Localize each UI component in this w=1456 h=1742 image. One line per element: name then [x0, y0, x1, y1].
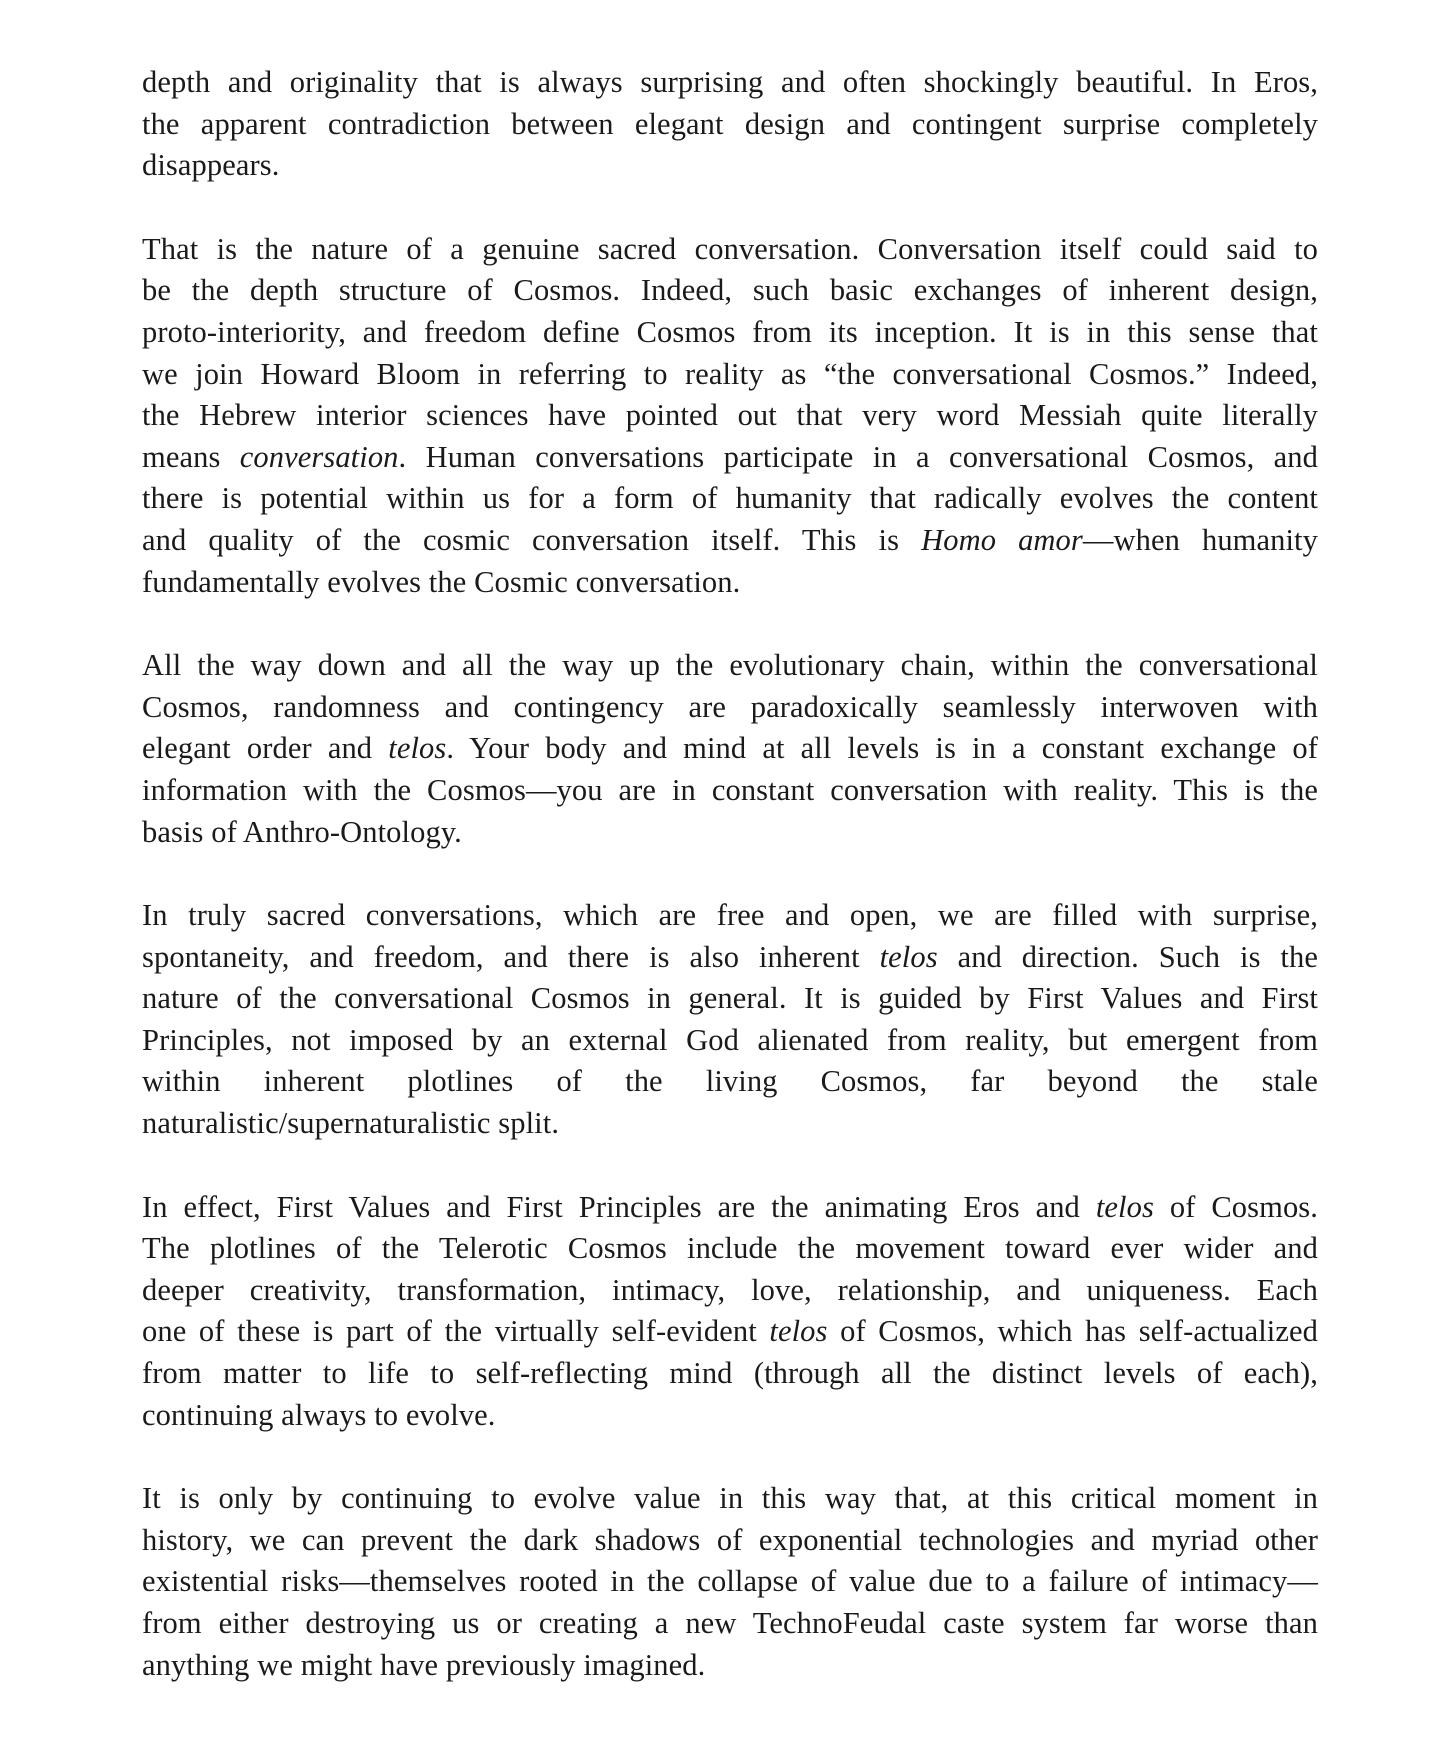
text-line: [142, 1395, 1318, 1437]
text-line: [142, 395, 1318, 437]
text-run: and direction. Such is the: [937, 939, 1318, 974]
text-run: means: [142, 439, 240, 474]
italic-text: telos: [1095, 1189, 1154, 1224]
text-line: [142, 1520, 1318, 1562]
text-line: [142, 1603, 1318, 1645]
text-run: we join Howard Bloom in referring to reality as “the conversational Cosmos.” Indeed,: [142, 356, 1318, 391]
text-line: [142, 1311, 1318, 1353]
text-line: [142, 812, 1318, 854]
text-run: Principles, not imposed by an external God alienated from reality, but emergent from: [142, 1022, 1318, 1057]
text-run: proto-interiority, and freedom define Cosmos from its inception. It is in this sense that: [142, 314, 1318, 349]
text-line: [142, 1228, 1318, 1270]
text-run: All the way down and all the way up the evolutionary chain, within the conversational: [142, 648, 1318, 683]
text-line: [142, 104, 1318, 146]
text-line: [142, 728, 1318, 770]
text-line: [142, 1103, 1318, 1145]
paragraph: [142, 1478, 1318, 1686]
text-run: history, we can prevent the dark shadows of exponential technologies and myriad other: [142, 1522, 1318, 1557]
text-run: It is only by continuing to evolve value in this way that, at this critical moment in: [142, 1481, 1318, 1516]
paragraph: [142, 645, 1318, 853]
text-run: nature of the conversational Cosmos in general. It is guided by First Values and First: [142, 981, 1318, 1016]
text-line: [142, 1061, 1318, 1103]
paragraph: [142, 895, 1318, 1145]
text-run: one of these is part of the virtually self-evident: [142, 1314, 770, 1349]
italic-text: telos: [388, 731, 447, 766]
text-run: disappears.: [142, 148, 280, 183]
italic-text: conversation: [239, 439, 399, 474]
text-line: [142, 1645, 1318, 1687]
text-run: and quality of the cosmic conversation itself. This is: [142, 522, 922, 557]
text-line: [142, 520, 1318, 562]
text-run: —when humanity: [1082, 522, 1318, 557]
text-line: [142, 437, 1318, 479]
text-run: deeper creativity, transformation, intimacy, love, relationship, and uniqueness. Each: [142, 1272, 1318, 1307]
text-line: [142, 770, 1318, 812]
text-line: [142, 478, 1318, 520]
text-run: The plotlines of the Telerotic Cosmos include the movement toward ever wider and: [142, 1231, 1318, 1266]
text-run: . Human conversations participate in a conversational Cosmos, and: [398, 439, 1318, 474]
text-run: That is the nature of a genuine sacred conversation. Conversation itself could said to: [142, 231, 1318, 266]
text-run: continuing always to evolve.: [142, 1397, 496, 1432]
text-line: [142, 645, 1318, 687]
text-line: [142, 937, 1318, 979]
text-line: [142, 978, 1318, 1020]
text-run: there is potential within us for a form of humanity that radically evolves the content: [142, 481, 1318, 516]
text-line: [142, 229, 1318, 271]
text-line: [142, 145, 1318, 187]
text-line: [142, 687, 1318, 729]
text-run: information with the Cosmos—you are in constant conversation with reality. This is the: [142, 772, 1318, 807]
text-line: [142, 895, 1318, 937]
italic-text: telos: [769, 1314, 828, 1349]
text-line: [142, 1478, 1318, 1520]
text-run: Cosmos, randomness and contingency are paradoxically seamlessly interwoven with: [142, 689, 1318, 724]
text-run: basis of Anthro-Ontology.: [142, 814, 462, 849]
text-run: . Your body and mind at all levels is in a constant exchange of: [446, 731, 1318, 766]
text-line: [142, 1020, 1318, 1062]
text-line: [142, 270, 1318, 312]
text-line: [142, 1353, 1318, 1395]
text-run: existential risks—themselves rooted in the collapse of value due to a failure of intimacy—: [142, 1564, 1318, 1599]
text-line: [142, 1561, 1318, 1603]
text-run: of Cosmos, which has self-actualized: [827, 1314, 1318, 1349]
text-run: depth and originality that is always surprising and often shockingly beautiful. In Eros,: [142, 65, 1318, 99]
text-run: within inherent plotlines of the living Cosmos, far beyond the stale: [142, 1064, 1318, 1099]
paragraph: [142, 229, 1318, 603]
text-run: elegant order and: [142, 731, 389, 766]
text-run: In effect, First Values and First Principles are the animating Eros and: [142, 1189, 1096, 1224]
text-run: the apparent contradiction between elegant design and contingent surprise completely: [142, 106, 1318, 141]
text-line: [142, 354, 1318, 396]
text-run: spontaneity, and freedom, and there is also inherent: [142, 939, 880, 974]
paragraph: [142, 62, 1318, 187]
text-line: [142, 562, 1318, 604]
text-run: anything we might have previously imagined.: [142, 1647, 706, 1682]
text-run: naturalistic/supernaturalistic split.: [142, 1106, 560, 1141]
text-run: be the depth structure of Cosmos. Indeed, such basic exchanges of inherent design,: [142, 273, 1318, 308]
text-run: from matter to life to self-reflecting mind (through all the distinct levels of each),: [142, 1356, 1318, 1391]
text-line: [142, 312, 1318, 354]
text-run: fundamentally evolves the Cosmic conversation.: [142, 564, 741, 599]
document-page: [142, 62, 1318, 1728]
text-line: [142, 1187, 1318, 1229]
italic-text: Homo amor: [921, 522, 1083, 557]
paragraph: [142, 1187, 1318, 1437]
italic-text: telos: [879, 939, 938, 974]
text-run: from either destroying us or creating a new TechnoFeudal caste system far worse than: [142, 1606, 1318, 1640]
text-run: the Hebrew interior sciences have pointed out that very word Messiah quite literally: [142, 398, 1318, 433]
text-line: [142, 62, 1318, 104]
text-line: [142, 1270, 1318, 1312]
text-run: In truly sacred conversations, which are free and open, we are filled with surprise,: [142, 898, 1318, 933]
text-run: of Cosmos.: [1153, 1189, 1318, 1224]
